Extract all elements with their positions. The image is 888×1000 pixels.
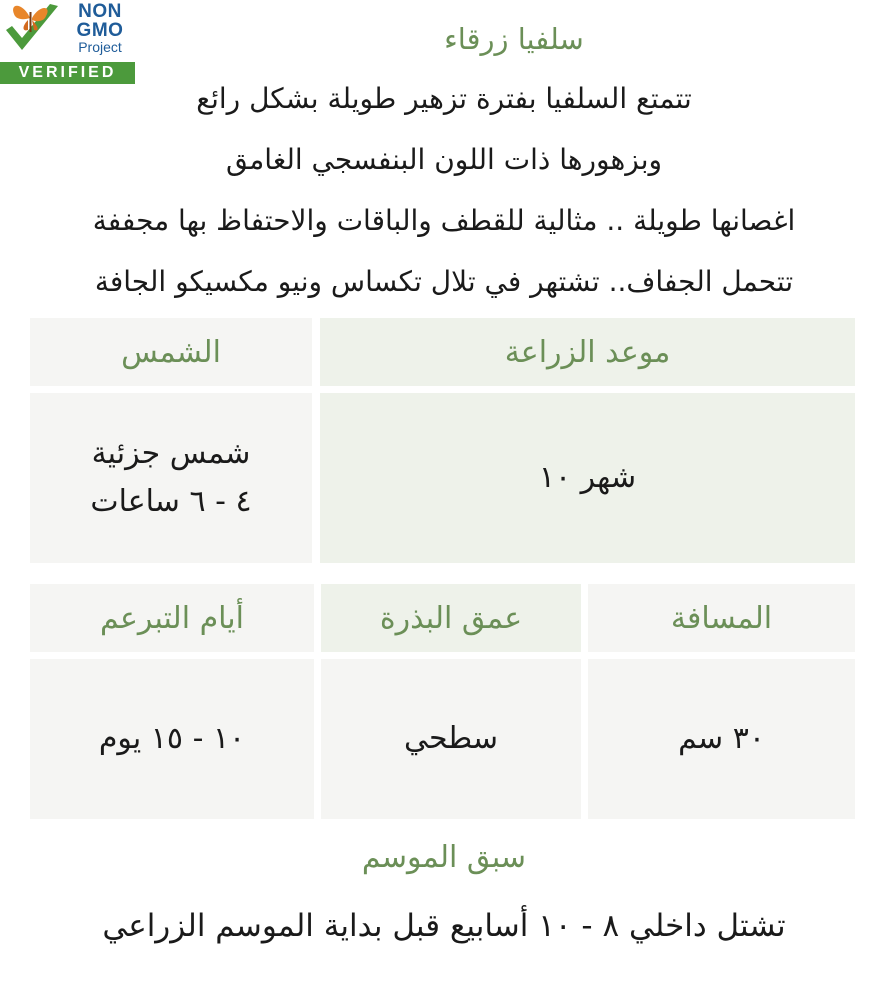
spacing-value: ٣٠ سم	[678, 721, 765, 756]
butterfly-checkmark-icon	[0, 0, 66, 62]
badge-line-project: Project	[78, 39, 122, 55]
germination-value-cell	[30, 659, 314, 819]
sun-header-label: الشمس	[121, 334, 221, 370]
description-line-2: وبزهورها ذات اللون البنفسجي الغامق	[225, 143, 663, 176]
description-line-1: تتمتع السلفيا بفترة تزهير طويلة بشكل رائع	[196, 82, 692, 115]
seed-depth-header-label: عمق البذرة	[379, 600, 523, 636]
sun-value-line-1: شمس جزئية	[91, 436, 251, 471]
spacing-value-cell	[588, 659, 855, 819]
badge-text	[66, 2, 134, 54]
seed-depth-value-cell	[321, 659, 581, 819]
spacing-header	[588, 584, 855, 652]
germination-header-label: أيام التبرعم	[100, 600, 244, 636]
planting-date-value: شهر ١٠	[538, 460, 637, 495]
seed-depth-header	[321, 584, 581, 652]
sun-value-line-2: ٤ - ٦ ساعات	[90, 484, 252, 519]
badge-line-non: NON	[78, 1, 122, 22]
planting-date-header	[320, 318, 855, 386]
spacing-header-label: المسافة	[670, 600, 773, 636]
season-head-start-title: سبق الموسم	[361, 840, 527, 875]
sun-header	[30, 318, 312, 386]
seed-depth-value: سطحي	[403, 721, 499, 756]
season-head-start-text: تشتل داخلي ٨ - ١٠ أسابيع قبل بداية الموسم الزراعي	[102, 908, 786, 944]
description-line-3: اغصانها طويلة .. مثالية للقطف والباقات والاحتفاظ بها مجففة	[92, 204, 796, 237]
sun-value-cell	[30, 393, 312, 563]
germination-header	[30, 584, 314, 652]
planting-date-value-cell	[320, 393, 855, 563]
badge-verified: VERIFIED	[0, 62, 135, 84]
badge-logo	[0, 0, 135, 62]
germination-value: ١٠ - ١٥ يوم	[98, 721, 246, 756]
non-gmo-badge	[0, 0, 135, 84]
description-line-4: تتحمل الجفاف.. تشتهر في تلال تكساس ونيو مكسيكو الجافة	[94, 265, 794, 298]
page-title: سلفيا زرقاء	[444, 22, 584, 56]
planting-date-header-label: موعد الزراعة	[504, 334, 671, 370]
badge-line-gmo: GMO	[76, 20, 124, 41]
